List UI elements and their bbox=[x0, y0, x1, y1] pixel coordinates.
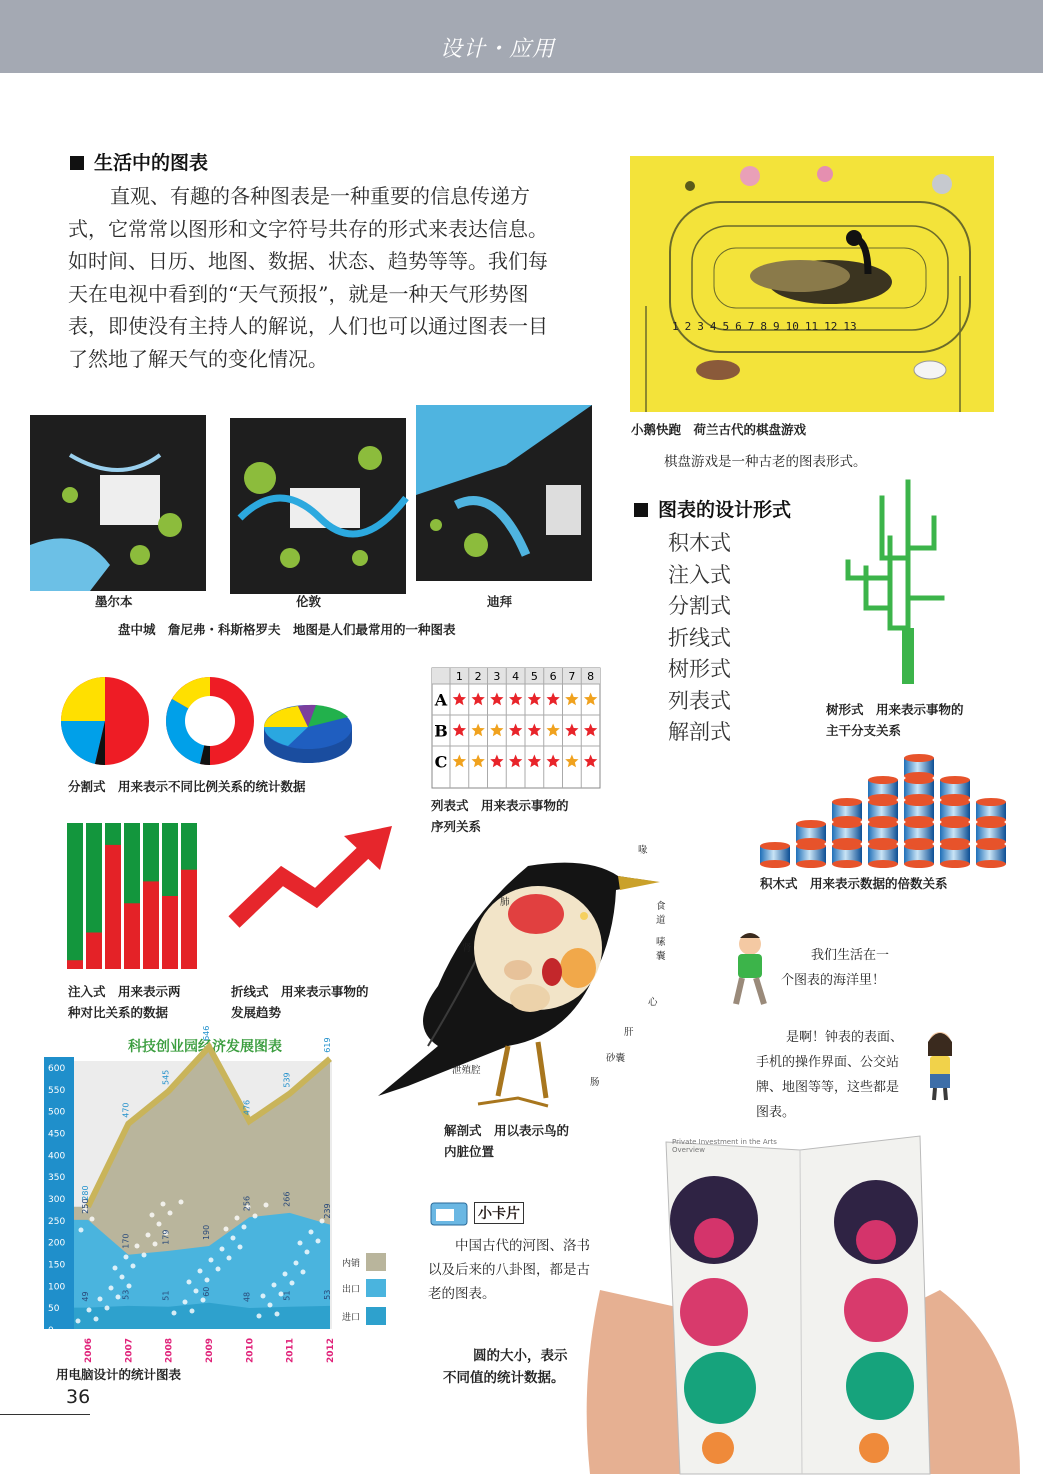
card-text: 中国古代的河图、洛书 以及后来的八卦图，都是古 老的图表。 bbox=[428, 1238, 590, 1302]
star-col-header: 3 bbox=[493, 670, 501, 683]
econ-legend bbox=[342, 1250, 386, 1330]
y-tick-label: 50 bbox=[48, 1304, 60, 1315]
star-row-header: B bbox=[434, 721, 448, 741]
data-label: 48 bbox=[242, 1291, 252, 1303]
board-square: 9 bbox=[773, 320, 780, 333]
intro-line: 天在电视中看到的“天气预报”，就是一种天气形势图 bbox=[68, 281, 529, 306]
star-col-header: 6 bbox=[549, 670, 557, 683]
data-label: 53 bbox=[323, 1289, 332, 1300]
x-tick-label: 2006 bbox=[84, 1337, 94, 1363]
data-label: 49 bbox=[81, 1291, 90, 1302]
y-tick-label: 450 bbox=[48, 1129, 66, 1140]
bird-label: 肺 bbox=[500, 897, 510, 908]
board-square: 8 bbox=[760, 320, 767, 333]
boardgame-number-row bbox=[672, 320, 952, 333]
star-table bbox=[432, 668, 600, 792]
star-table-caption: 列表式 用来表示事物的 序列关系 bbox=[431, 798, 569, 834]
intro-line: 表，即使没有主持人的解说，人们也可以通过图表一目 bbox=[68, 314, 548, 338]
data-label: 476 bbox=[242, 1099, 252, 1116]
board-square: 5 bbox=[722, 320, 730, 333]
board-square: 11 bbox=[804, 320, 819, 333]
legend-item: 内销 bbox=[342, 1250, 386, 1274]
data-label: 60 bbox=[202, 1286, 211, 1297]
x-tick-label: 2007 bbox=[124, 1337, 135, 1363]
y-tick-label: 400 bbox=[48, 1151, 66, 1162]
form-item: 注入式 bbox=[668, 562, 731, 587]
card-header bbox=[430, 1200, 524, 1226]
map-london bbox=[230, 418, 406, 594]
y-tick-label: 300 bbox=[48, 1195, 66, 1205]
pie-chart bbox=[61, 677, 149, 765]
y-tick-label: 350 bbox=[48, 1173, 66, 1184]
intro-line: 了然地了解天气的变化情况。 bbox=[68, 346, 328, 371]
poster-heading: Private Investment in the Arts Overview bbox=[672, 1138, 777, 1154]
star-row-header: C bbox=[434, 752, 448, 772]
data-label: 190 bbox=[202, 1224, 211, 1241]
bird-label: 食道 bbox=[656, 901, 666, 926]
pie-caption: 分割式 用来表示不同比例关系的统计数据 bbox=[68, 779, 306, 794]
star-row-header: A bbox=[434, 690, 448, 710]
data-label: 545 bbox=[161, 1069, 171, 1086]
intro-line: 直观、有趣的各种图表是一种重要的信息传递方 bbox=[110, 184, 530, 208]
intro-line: 如时间、日历、地图、数据、状态、趋势等等。我们每 bbox=[68, 249, 548, 273]
data-label: 239 bbox=[323, 1203, 332, 1219]
y-tick-label: 0 bbox=[48, 1326, 54, 1336]
blocks-caption: 积木式 用来表示数据的倍数关系 bbox=[760, 876, 948, 891]
board-square: 4 bbox=[709, 320, 717, 333]
x-tick-label: 2008 bbox=[164, 1337, 175, 1363]
star-col-header: 5 bbox=[530, 670, 538, 683]
form-item: 积木式 bbox=[668, 531, 731, 555]
form-item: 树形式 bbox=[668, 657, 731, 681]
y-tick-label: 550 bbox=[48, 1085, 66, 1096]
injection-bars bbox=[66, 823, 198, 971]
x-tick-label: 2009 bbox=[205, 1337, 215, 1363]
star-col-header: 7 bbox=[568, 670, 576, 683]
bird-label: 泄殖腔 bbox=[452, 1065, 481, 1076]
tree-caption: 树形式 用来表示事物的 主干分支关系 bbox=[826, 702, 964, 738]
data-label: 256 bbox=[242, 1195, 252, 1212]
poster-caption: 圆的大小，表示 不同值的统计数据。 bbox=[443, 1348, 568, 1386]
data-label: 53 bbox=[121, 1289, 131, 1300]
x-tick-label: 2012 bbox=[326, 1337, 336, 1363]
data-label: 470 bbox=[121, 1102, 131, 1118]
intro-line: 式，它常常以图形和文字符号共存的形式来表达信息。 bbox=[68, 216, 548, 241]
bird-caption: 解剖式 用以表示鸟的 内脏位置 bbox=[444, 1123, 570, 1159]
bird-label: 砂囊 bbox=[606, 1053, 626, 1064]
legend-item: 进口 bbox=[342, 1302, 386, 1330]
data-label: 170 bbox=[121, 1233, 131, 1249]
pie-charts bbox=[60, 676, 360, 766]
legend-item: 出口 bbox=[342, 1274, 386, 1302]
bird-label: 肾 bbox=[462, 943, 472, 954]
data-label: 179 bbox=[161, 1229, 171, 1245]
board-square: 13 bbox=[843, 320, 857, 333]
data-label: 646 bbox=[202, 1025, 211, 1041]
boardgame-illustration bbox=[630, 156, 994, 412]
x-tick-label: 2010 bbox=[245, 1337, 256, 1363]
poster-photo bbox=[580, 1130, 1020, 1474]
form-item: 折线式 bbox=[668, 625, 731, 650]
tree-diagram bbox=[842, 478, 942, 690]
bird-label: 肠 bbox=[590, 1077, 600, 1088]
data-label: 51 bbox=[282, 1290, 292, 1301]
card-title: 小卡片 bbox=[474, 1202, 524, 1224]
star-col-header: 4 bbox=[512, 670, 520, 683]
form-item: 分割式 bbox=[668, 594, 731, 618]
board-square: 12 bbox=[824, 320, 838, 333]
line-caption: 折线式 用来表示事物的 发展趋势 bbox=[231, 984, 369, 1020]
header-title: 设计・应用 bbox=[440, 37, 556, 62]
bird-label: 嗉囊 bbox=[656, 937, 666, 962]
maps-caption: 盘中城 詹尼弗・科斯格罗夫 地图是人们最常用的一种图表 bbox=[118, 622, 456, 637]
pie-3d-chart bbox=[264, 705, 352, 763]
legend-swatch-domestic bbox=[366, 1253, 386, 1271]
bars-caption: 注入式 用来表示两 种对比关系的数据 bbox=[68, 984, 181, 1020]
card-icon bbox=[430, 1200, 468, 1226]
board-square: 1 bbox=[672, 320, 679, 333]
y-tick-label: 500 bbox=[48, 1107, 66, 1118]
econ-chart-title: 科技创业园经济发展图表 bbox=[128, 1039, 282, 1055]
map-melbourne bbox=[30, 415, 206, 591]
series-area-import bbox=[74, 1303, 330, 1329]
star-col-header: 2 bbox=[474, 670, 482, 683]
board-square: 3 bbox=[697, 320, 704, 333]
y-tick-label: 200 bbox=[48, 1238, 66, 1249]
star-col-header: 1 bbox=[455, 670, 463, 683]
x-tick-label: 2011 bbox=[285, 1337, 296, 1363]
board-square: 7 bbox=[747, 320, 755, 333]
boardgame-image bbox=[630, 156, 994, 412]
data-label: 51 bbox=[161, 1290, 171, 1301]
board-square: 2 bbox=[684, 320, 692, 333]
legend-swatch-export bbox=[366, 1279, 386, 1297]
board-square: 10 bbox=[785, 320, 799, 333]
bird-label: 心 bbox=[648, 997, 658, 1008]
boardgame-note: 棋盘游戏是一种古老的图表形式。 bbox=[664, 454, 867, 470]
data-label: 539 bbox=[282, 1072, 292, 1088]
section-title-charts-in-life: 生活中的图表 bbox=[70, 148, 208, 175]
forms-list bbox=[668, 528, 731, 749]
board-square: 6 bbox=[735, 320, 742, 333]
bird-label: 喙 bbox=[638, 845, 648, 856]
legend-swatch-import bbox=[366, 1307, 386, 1325]
form-item: 解剖式 bbox=[668, 720, 731, 744]
star-table-grid bbox=[432, 668, 600, 788]
bird-label: 肝 bbox=[624, 1027, 634, 1038]
data-label: 250 bbox=[81, 1198, 90, 1214]
boardgame-caption: 小鹅快跑 荷兰古代的棋盘游戏 bbox=[631, 422, 807, 437]
section-title-design-forms: 图表的设计形式 bbox=[634, 495, 791, 522]
map-dubai bbox=[416, 405, 592, 581]
y-tick-label: 150 bbox=[48, 1260, 66, 1271]
data-label: 280 bbox=[81, 1185, 90, 1201]
boy-figure bbox=[726, 930, 776, 1008]
y-tick-label: 250 bbox=[48, 1216, 66, 1227]
boy-speech: 我们生活在一 个图表的海洋里！ bbox=[781, 948, 890, 988]
map-label-dubai: 迪拜 bbox=[487, 594, 513, 609]
cylinder-blocks-chart bbox=[756, 744, 976, 868]
y-tick-label: 100 bbox=[48, 1282, 66, 1293]
econ-chart-caption: 用电脑设计的统计图表 bbox=[56, 1367, 182, 1382]
girl-speech: 是啊！钟表的表面、 手机的操作界面、公交站 牌、地图等等，这些都是 图表。 bbox=[756, 1030, 904, 1120]
ring-chart bbox=[166, 677, 254, 765]
form-item: 列表式 bbox=[668, 688, 731, 713]
y-tick-label: 600 bbox=[48, 1064, 66, 1074]
star-col-header: 8 bbox=[587, 670, 595, 683]
data-label: 619 bbox=[323, 1037, 332, 1053]
intro-paragraph bbox=[68, 180, 613, 375]
girl-figure bbox=[920, 1030, 960, 1102]
map-label-london: 伦敦 bbox=[296, 594, 322, 609]
map-label-melbourne: 墨尔本 bbox=[95, 594, 133, 609]
data-label: 266 bbox=[282, 1191, 292, 1207]
page-rule bbox=[0, 1414, 90, 1415]
page-number: 36 bbox=[66, 1386, 91, 1408]
